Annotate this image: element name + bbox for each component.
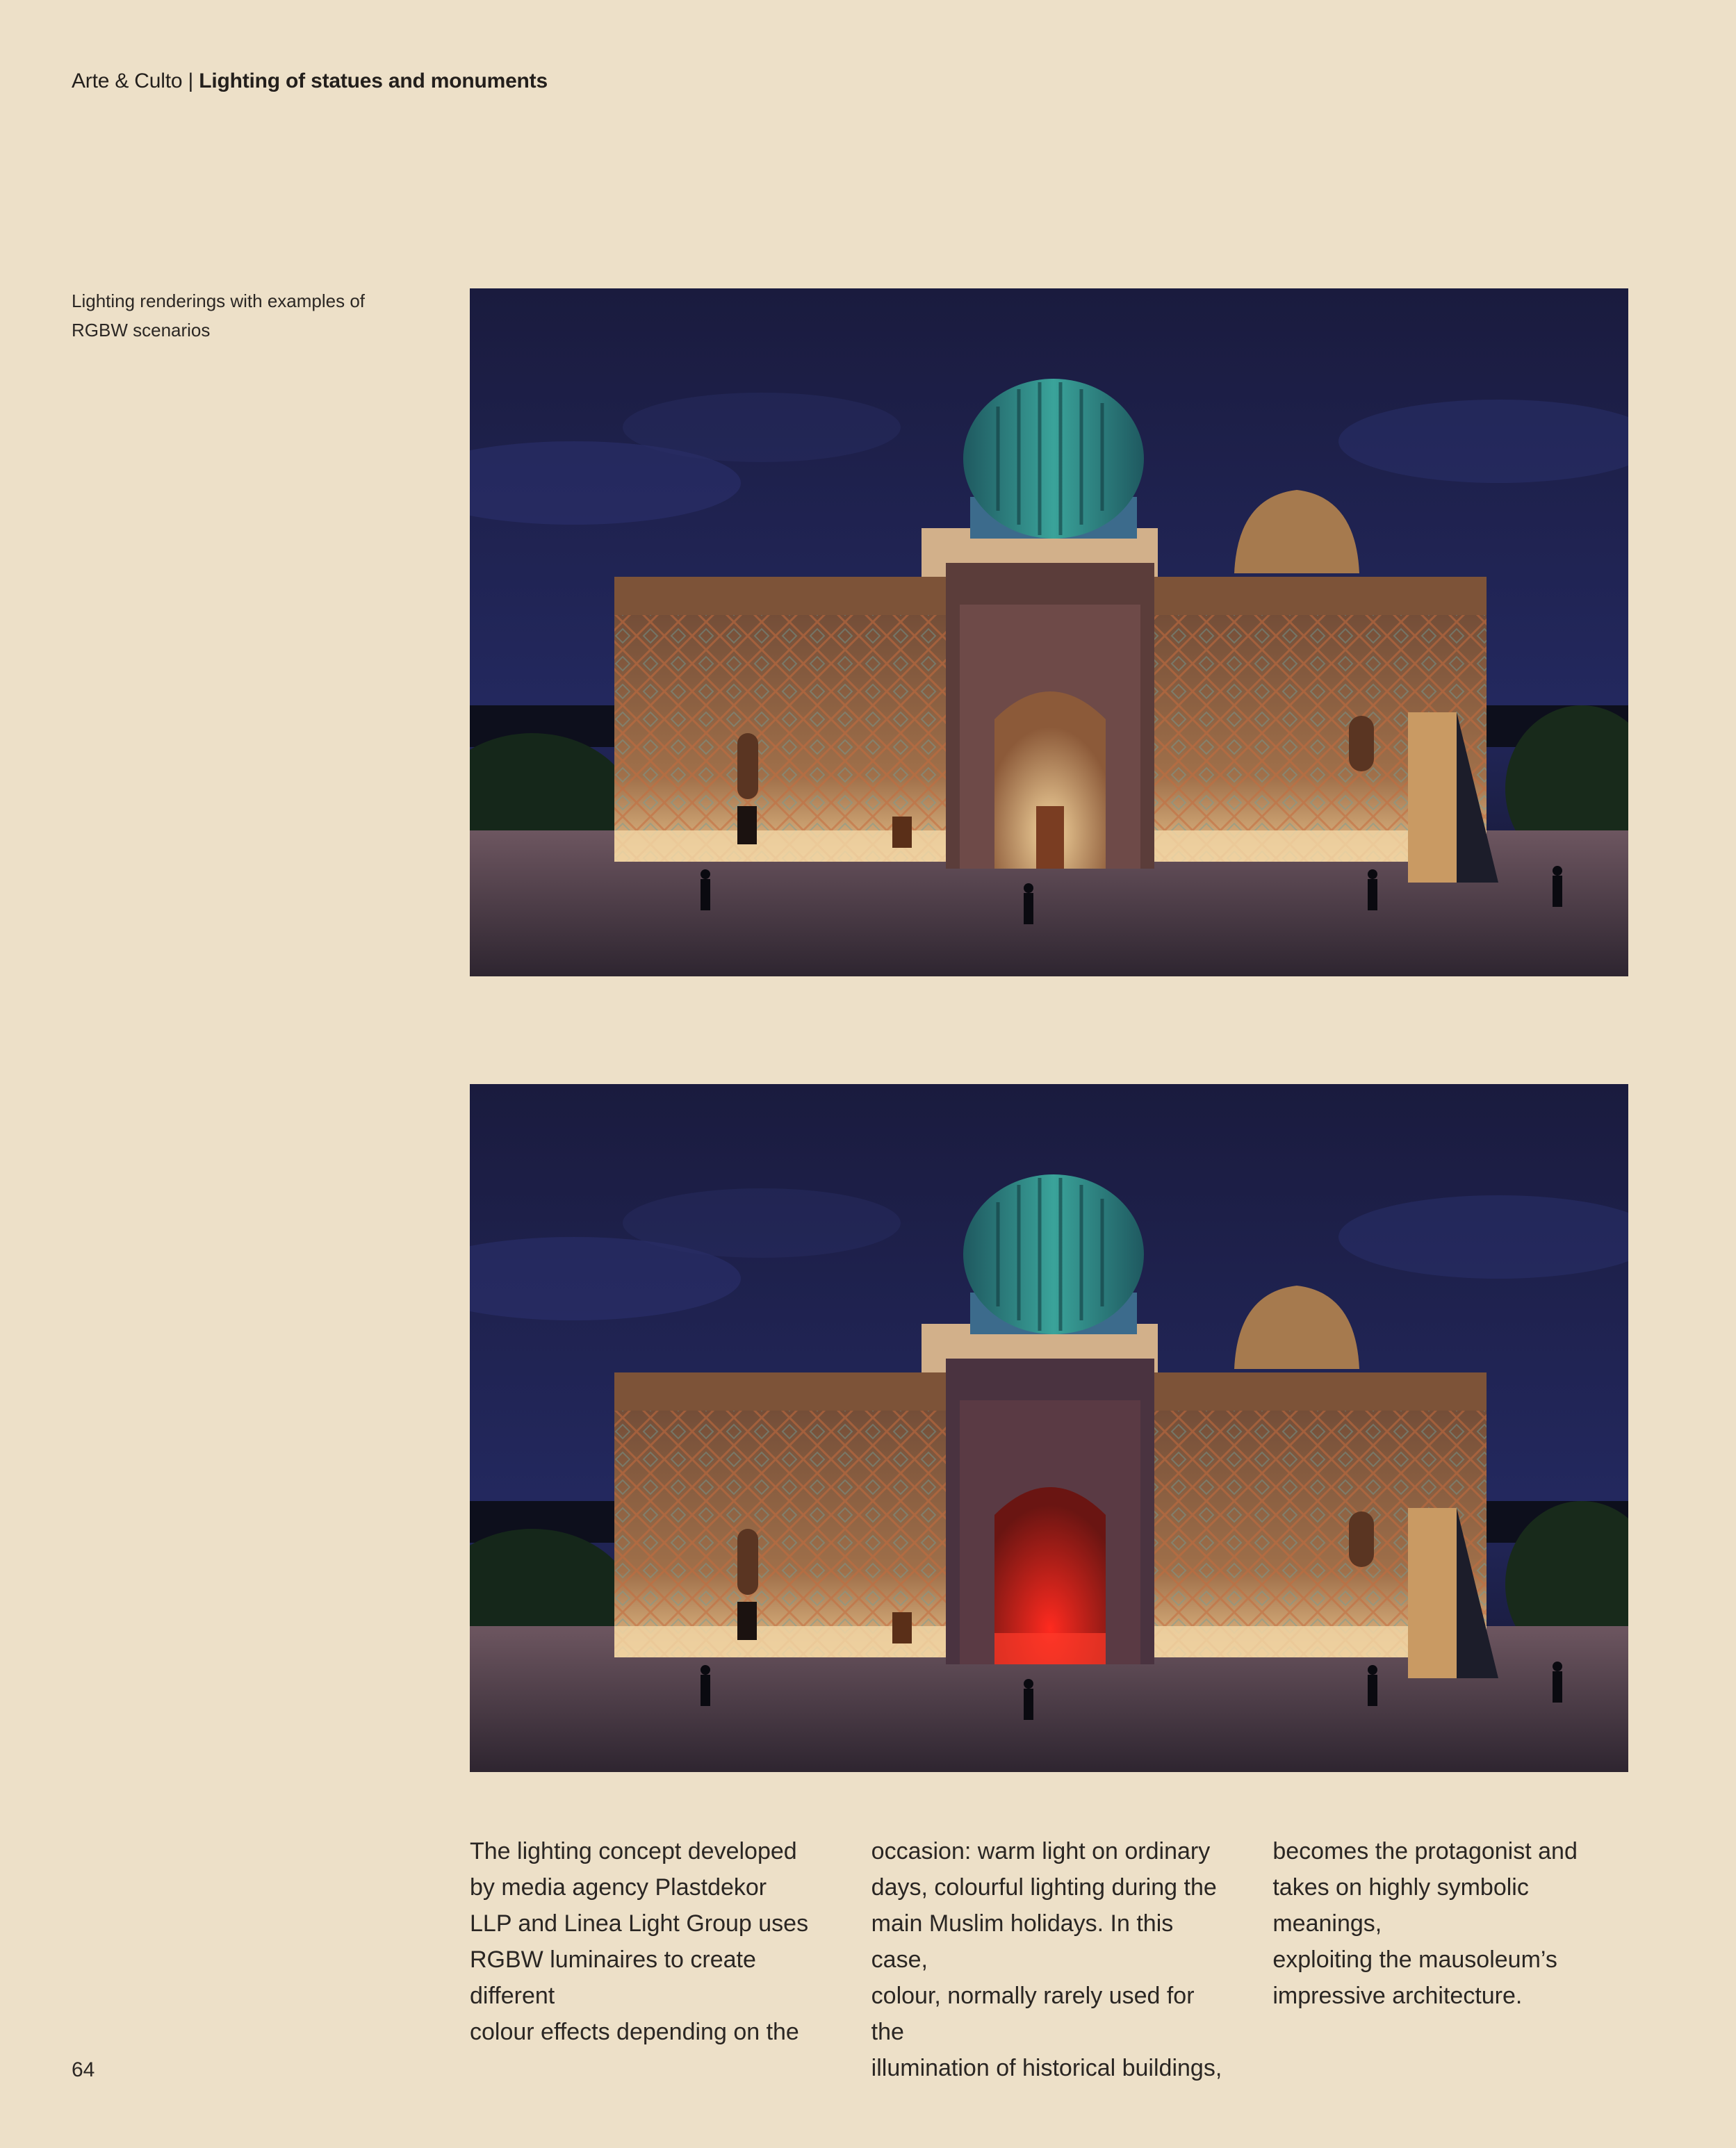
red-light-rendering (470, 1084, 1628, 1772)
text-line: occasion: warm light on ordinary (871, 1838, 1211, 1864)
text-line: by media agency Plastdekor (470, 1874, 767, 1901)
text-line: takes on highly symbolic meanings, (1272, 1874, 1529, 1937)
page-number: 64 (72, 2058, 95, 2081)
text-line: The lighting concept developed (470, 1838, 797, 1864)
text-line: main Muslim holidays. In this case, (871, 1910, 1174, 1973)
caption-line: RGBW scenarios (72, 320, 211, 341)
running-header (72, 69, 548, 93)
text-line: LLP and Linea Light Group uses (470, 1910, 809, 1937)
header-separator: | (182, 69, 199, 92)
header-section: Arte & Culto (72, 69, 183, 92)
text-line: RGBW luminaires to create different (470, 1946, 756, 2009)
text-column-2 (871, 1833, 1227, 2086)
warm-light-rendering (470, 288, 1628, 976)
text-line: becomes the protagonist and (1272, 1838, 1578, 1864)
caption-line: Lighting renderings with examples of (72, 290, 366, 311)
figure-caption (72, 286, 398, 345)
mausoleum-illustration (470, 1084, 1628, 1772)
text-column-1 (470, 1833, 826, 2086)
header-title: Lighting of statues and monuments (199, 69, 548, 92)
text-line: illumination of historical buildings, (871, 2055, 1222, 2081)
text-column-3 (1272, 1833, 1628, 2086)
text-line: exploiting the mausoleum’s (1272, 1946, 1557, 1973)
mausoleum-illustration (470, 288, 1628, 976)
text-line: colour, normally rarely used for the (871, 1983, 1195, 2045)
body-text (470, 1833, 1628, 2086)
text-line: days, colourful lighting during the (871, 1874, 1217, 1901)
text-line: impressive architecture. (1272, 1983, 1523, 2009)
text-line: colour effects depending on the (470, 2019, 799, 2045)
